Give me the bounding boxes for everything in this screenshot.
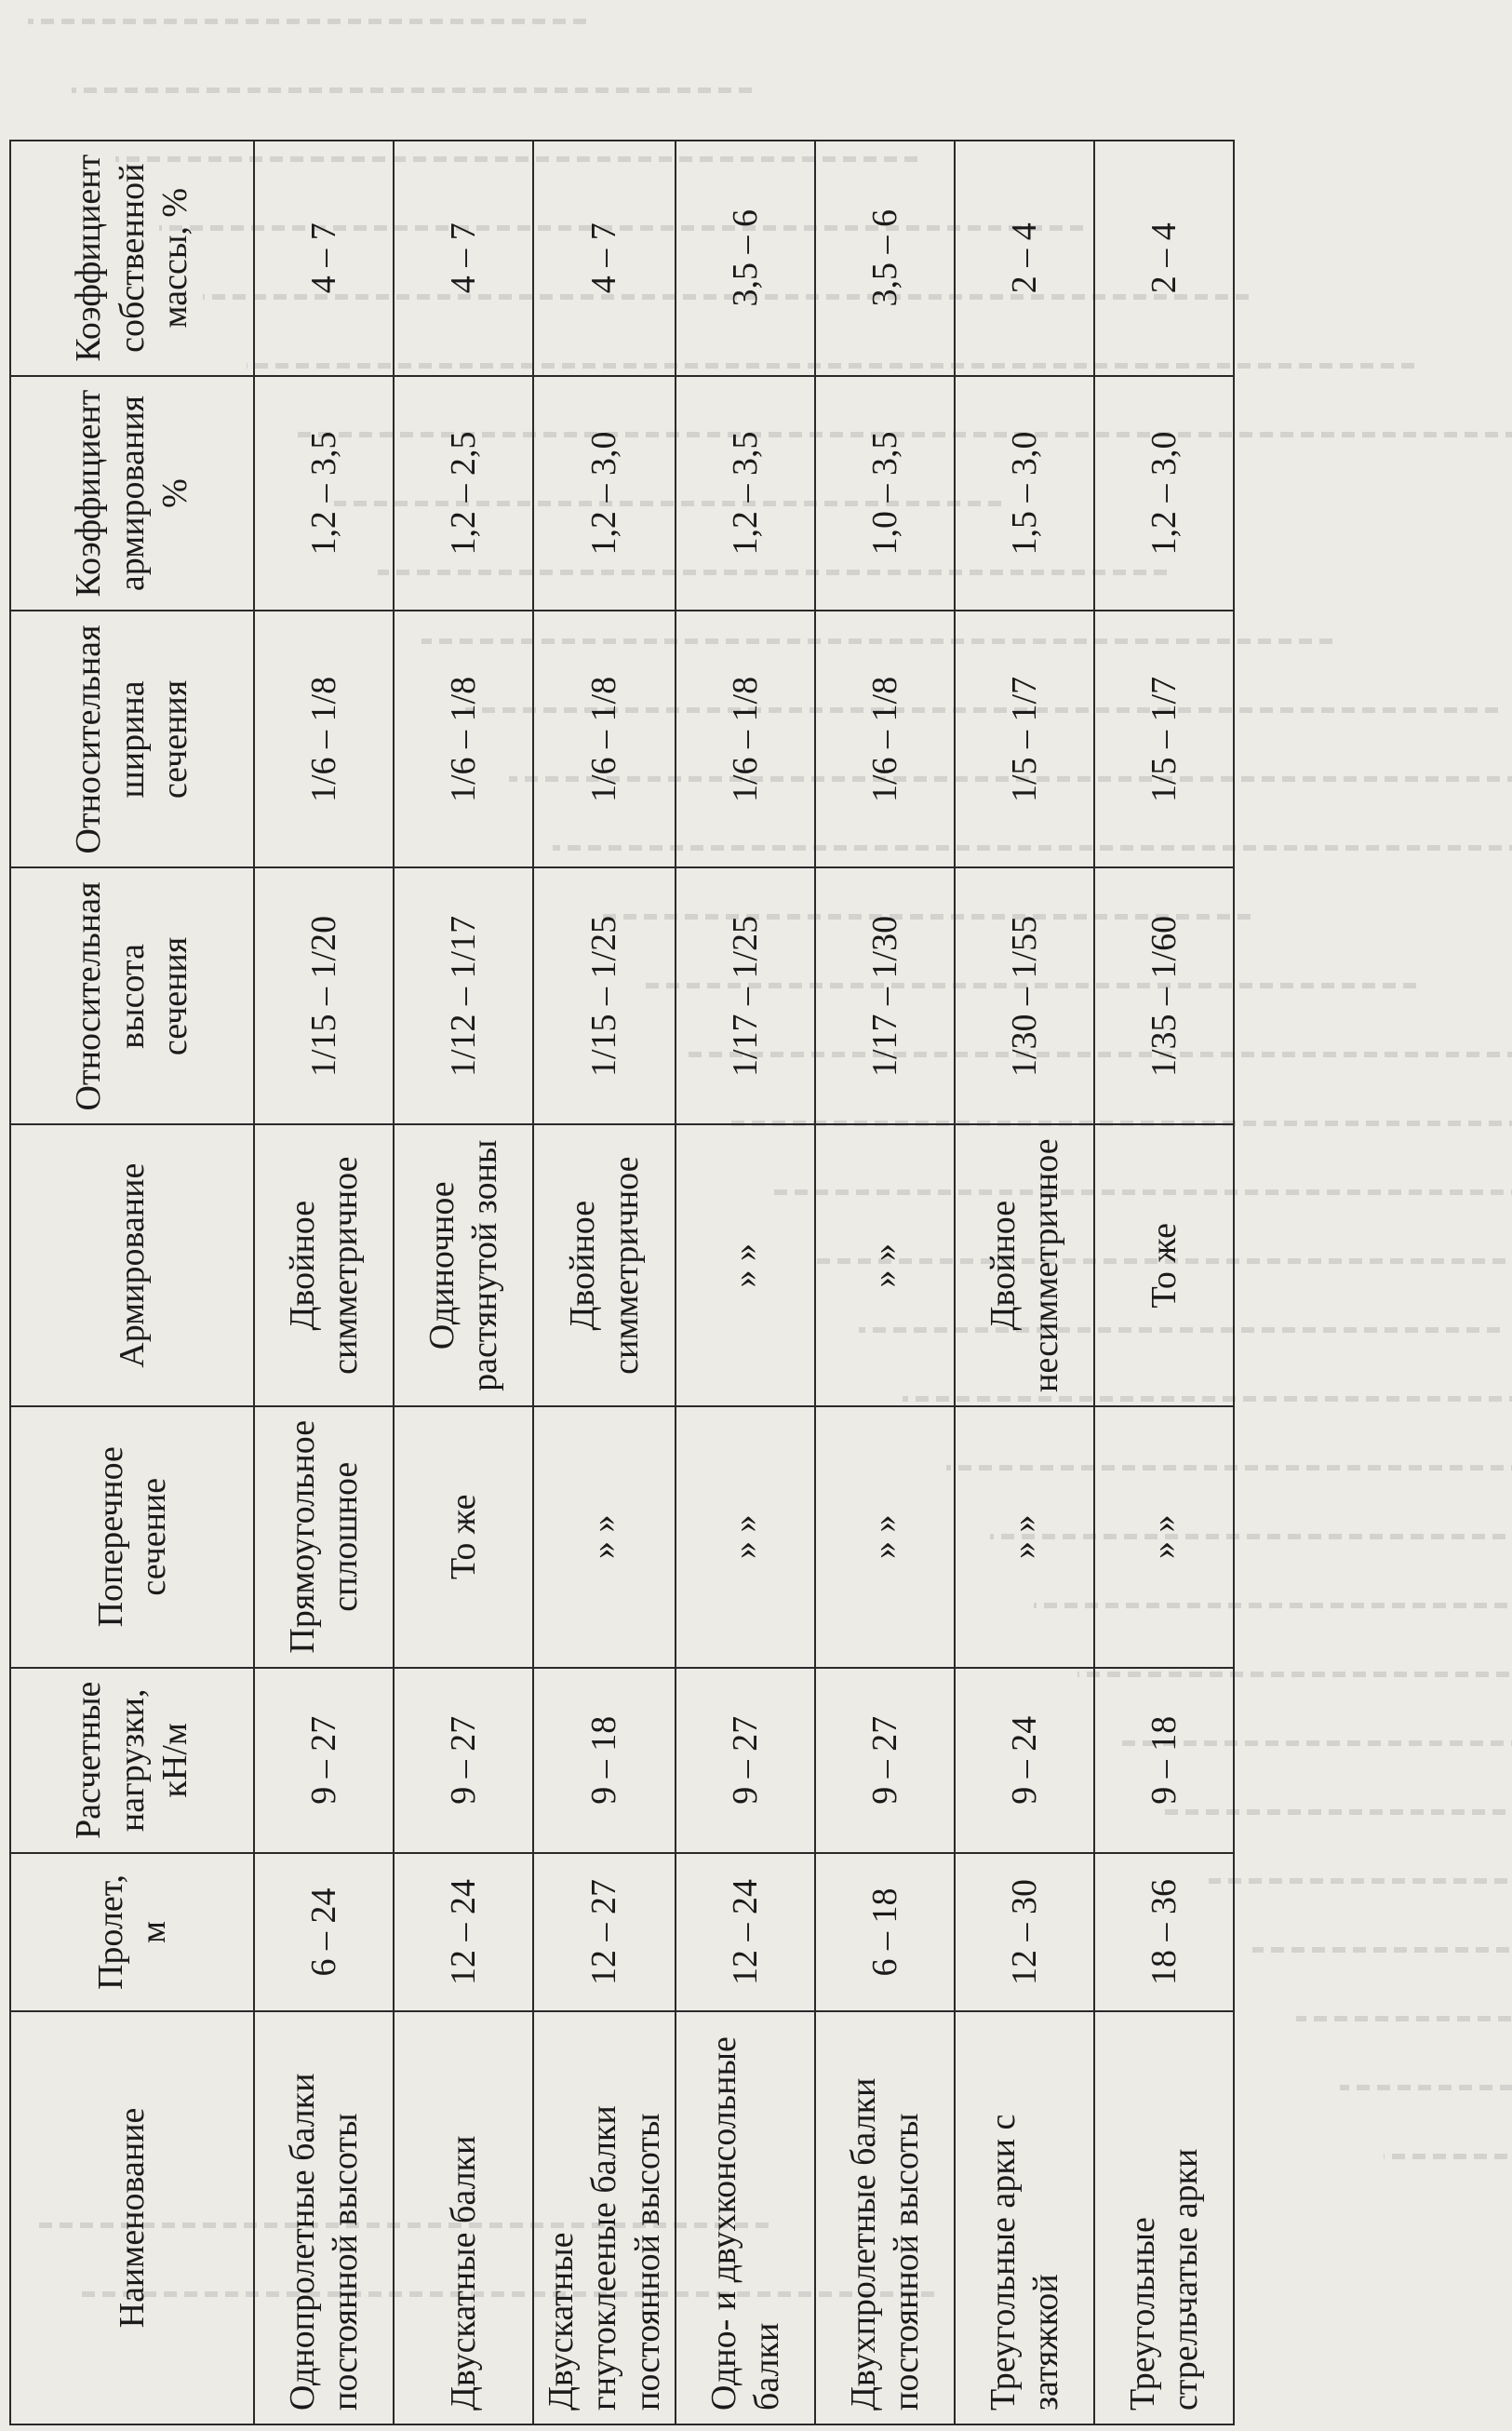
cell-reinforcement: Двойное симметричное: [533, 1124, 676, 1406]
cell-reinforcement: » »: [815, 1124, 955, 1406]
cell-name: Двускатные балки: [394, 2011, 533, 2424]
header-self-mass: Коэффициент собственной массы, %: [10, 141, 254, 376]
cell-reinforcement: То же: [1094, 1124, 1234, 1406]
cell-section: » »: [815, 1406, 955, 1668]
cell-self-mass: 2 – 4: [1094, 141, 1234, 376]
cell-load: 9 – 18: [533, 1668, 676, 1853]
cell-load: 9 – 27: [676, 1668, 815, 1853]
cell-span: 12 – 24: [394, 1853, 533, 2011]
header-span: Пролет, м: [10, 1853, 254, 2011]
cell-reinforcement: Одиночное растянутой зоны: [394, 1124, 533, 1406]
cell-reinf-ratio: 1,2 – 3,5: [676, 376, 815, 611]
header-rel-width: Относительная ширина сечения: [10, 611, 254, 867]
cell-rel-width: 1/6 – 1/8: [533, 611, 676, 867]
cell-rel-height: 1/17 – 1/30: [815, 867, 955, 1124]
cell-rel-width: 1/5 – 1/7: [955, 611, 1094, 867]
cell-reinf-ratio: 1,2 – 3,0: [533, 376, 676, 611]
cell-rel-height: 1/35 – 1/60: [1094, 867, 1234, 1124]
reinforced-beams-table: [9, 140, 1235, 2425]
cell-load: 9 – 27: [254, 1668, 394, 1853]
cell-reinforcement: Двойное симметричное: [254, 1124, 394, 1406]
cell-section: То же: [394, 1406, 533, 1668]
cell-section: » »: [676, 1406, 815, 1668]
cell-section: » »: [533, 1406, 676, 1668]
cell-rel-width: 1/6 – 1/8: [394, 611, 533, 867]
header-section: Поперечное сечение: [10, 1406, 254, 1668]
cell-rel-width: 1/6 – 1/8: [815, 611, 955, 867]
cell-self-mass: 3,5 – 6: [676, 141, 815, 376]
cell-reinf-ratio: 1,2 – 3,5: [254, 376, 394, 611]
cell-rel-width: 1/5 – 1/7: [1094, 611, 1234, 867]
cell-name: Двухпролетные балки постоянной высоты: [815, 2011, 955, 2424]
cell-reinforcement: » »: [676, 1124, 815, 1406]
table-row: [533, 141, 676, 2424]
cell-self-mass: 4 – 7: [533, 141, 676, 376]
cell-section: Прямоугольное сплошное: [254, 1406, 394, 1668]
cell-reinf-ratio: 1,5 – 3,0: [955, 376, 1094, 611]
cell-span: 12 – 30: [955, 1853, 1094, 2011]
cell-load: 9 – 18: [1094, 1668, 1234, 1853]
header-reinforcement: Армирование: [10, 1124, 254, 1406]
cell-self-mass: 4 – 7: [394, 141, 533, 376]
table-header-row: [10, 141, 254, 2424]
cell-self-mass: 3,5 – 6: [815, 141, 955, 376]
table-row: [1094, 141, 1234, 2424]
cell-rel-height: 1/30 – 1/55: [955, 867, 1094, 1124]
cell-span: 18 – 36: [1094, 1853, 1234, 2011]
cell-rel-height: 1/17 – 1/25: [676, 867, 815, 1124]
cell-rel-height: 1/15 – 1/20: [254, 867, 394, 1124]
cell-load: 9 – 27: [815, 1668, 955, 1853]
cell-self-mass: 2 – 4: [955, 141, 1094, 376]
cell-name: Однопролетные балки постоянной высоты: [254, 2011, 394, 2424]
cell-span: 12 – 24: [676, 1853, 815, 2011]
cell-reinf-ratio: 1,2 – 3,0: [1094, 376, 1234, 611]
table-row: [394, 141, 533, 2424]
cell-name: Двускатные гнутоклееные балки постоянной высоты: [533, 2011, 676, 2424]
cell-load: 9 – 27: [394, 1668, 533, 1853]
cell-name: Одно- и двухконсольные балки: [676, 2011, 815, 2424]
cell-reinf-ratio: 1,0 – 3,5: [815, 376, 955, 611]
cell-name: Треугольные стрельчатые арки: [1094, 2011, 1234, 2424]
cell-section: » »: [955, 1406, 1094, 1668]
cell-reinf-ratio: 1,2 – 2,5: [394, 376, 533, 611]
cell-self-mass: 4 – 7: [254, 141, 394, 376]
header-rel-height: Относительная высота сечения: [10, 867, 254, 1124]
table-row: [955, 141, 1094, 2424]
cell-rel-width: 1/6 – 1/8: [254, 611, 394, 867]
header-reinf-ratio: Коэффициент армирования %: [10, 376, 254, 611]
cell-span: 12 – 27: [533, 1853, 676, 2011]
cell-name: Треугольные арки с затяжкой: [955, 2011, 1094, 2424]
cell-section: » »: [1094, 1406, 1234, 1668]
cell-reinforcement: Двойное несимметричное: [955, 1124, 1094, 1406]
table-row: [815, 141, 955, 2424]
header-name: Наименование: [10, 2011, 254, 2424]
table-row: [254, 141, 394, 2424]
cell-span: 6 – 24: [254, 1853, 394, 2011]
header-load: Расчетные нагрузки, кН/м: [10, 1668, 254, 1853]
cell-span: 6 – 18: [815, 1853, 955, 2011]
cell-rel-height: 1/12 – 1/17: [394, 867, 533, 1124]
cell-load: 9 – 24: [955, 1668, 1094, 1853]
cell-rel-height: 1/15 – 1/25: [533, 867, 676, 1124]
table-row: [676, 141, 815, 2424]
cell-rel-width: 1/6 – 1/8: [676, 611, 815, 867]
